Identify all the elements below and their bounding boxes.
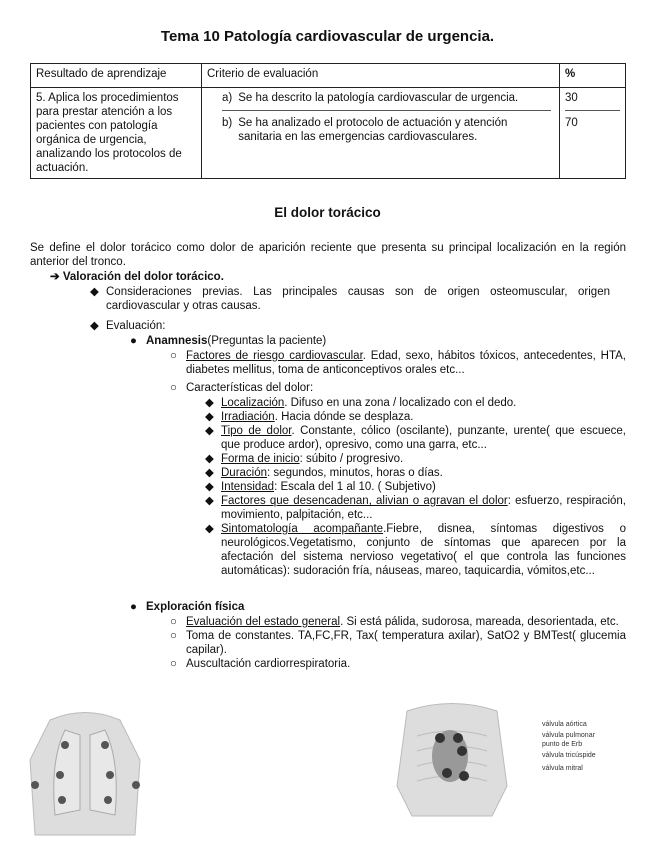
heart-auscultation-illustration <box>392 696 512 821</box>
consideraciones-item: ◆ Consideraciones previas. Las principales causas son de origen osteomuscular, origen cardiovascular y otras causas. <box>90 286 610 312</box>
item-label: Irradiación <box>221 411 275 423</box>
anamnesis-title: Anamnesis <box>146 335 208 347</box>
header-percent: % <box>560 64 626 88</box>
figure-label: válvula tricúspide <box>542 752 596 759</box>
exploracion-title: Exploración física <box>146 601 245 613</box>
valoracion-text: Valoración del dolor torácico. <box>62 271 224 283</box>
anamnesis-note: (Preguntas la paciente) <box>207 335 327 347</box>
bullet-icon: ◆ <box>205 495 214 507</box>
bullet-icon: ◆ <box>205 467 214 479</box>
item-label: Forma de inicio <box>221 453 300 465</box>
item-text: . Hacia dónde se desplaza. <box>274 411 414 423</box>
list-item <box>170 629 626 657</box>
criteria-cell <box>202 88 560 179</box>
exploracion-item: ● Exploración física <box>130 601 245 613</box>
percent-cell <box>560 88 626 179</box>
item-label: Duración <box>221 467 268 479</box>
list-item <box>170 657 626 671</box>
list-item <box>170 615 626 629</box>
intro-paragraph: Se define el dolor torácico como dolor de aparición reciente que presenta su principal localización en la región anterior del tronco. <box>30 242 626 268</box>
criterion-text: Se ha descrito la patología cardiovascular de urgencia. <box>238 92 519 104</box>
figure-label: válvula aórtica <box>542 721 587 728</box>
item-text: : esfuerzo, respiración, movimiento, palpitación, etc... <box>221 495 626 521</box>
item-text: . Difuso en una zona / localizado con el dedo. <box>284 397 517 409</box>
caract-item: ○ Características del dolor: <box>170 382 314 394</box>
bullet-icon: ◆ <box>205 411 214 423</box>
item-label: Sintomatología acompañante <box>221 523 384 535</box>
characteristics-list <box>205 396 626 578</box>
exploracion-list <box>170 615 626 671</box>
evaluacion-text: Evaluación: <box>106 320 166 332</box>
item-label: Localización <box>221 397 285 409</box>
lungs-illustration <box>20 700 150 840</box>
item-text: . Constante, cólico (oscilante), punzante, urente( que escuece, que produce ardor), opresivo, como una garra, etc... <box>221 425 626 451</box>
bullet-icon: ◆ <box>205 425 214 437</box>
criterion-label: b) <box>222 117 233 129</box>
item-label: Factores que desencadenan, alivian o agravan el dolor <box>221 495 508 507</box>
evaluation-table <box>30 63 626 179</box>
bullet-icon: ◆ <box>205 397 214 409</box>
anamnesis-item: ● Anamnesis(Preguntas la paciente) <box>130 335 327 347</box>
figure-label: punto de Erb <box>542 741 583 748</box>
evaluacion-item: ◆ Evaluación: <box>90 320 166 332</box>
bullet-icon: ◆ <box>205 453 214 465</box>
bullet-icon: ○ <box>170 658 177 670</box>
bullet-icon: ◆ <box>205 481 214 493</box>
item-text: Toma de constantes. TA,FC,FR, Tax( temperatura axilar), SatO2 y BMTest( glucemia capilar). <box>186 630 626 656</box>
caract-text: Características del dolor: <box>186 382 314 394</box>
item-text: Auscultación cardiorrespiratoria. <box>186 658 351 670</box>
figure-label: válvula pulmonar <box>542 732 595 739</box>
item-text: : Escala del 1 al 10. ( Subjetivo) <box>274 481 436 493</box>
section-title: El dolor torácico <box>274 205 381 220</box>
item-text: : súbito / progresivo. <box>299 453 404 465</box>
riesgo-text: . Edad, sexo, hábitos tóxicos, antecedentes, HTA, diabetes mellitus, toma de anticonceptivos orales etc... <box>186 350 626 376</box>
list-item <box>205 424 626 452</box>
figure-label: válvula mitral <box>542 765 583 772</box>
list-item <box>205 452 626 466</box>
page-title: Tema 10 Patología cardiovascular de urgencia. <box>160 28 495 45</box>
bullet-icon: ○ <box>170 630 177 642</box>
result-cell: 5. Aplica los procedimientos para prestar atención a los pacientes con patología orgánica de urgencia, analizando los protocolos de actuación. <box>31 88 202 179</box>
percent-a: 30 <box>565 91 620 111</box>
bullet-icon: ○ <box>170 616 177 628</box>
criterion-text: Se ha analizado el protocolo de actuación y atención sanitaria en las emergencias cardiovasculares. <box>238 117 508 143</box>
item-label: Tipo de dolor <box>221 425 292 437</box>
item-text: : segundos, minutos, horas o días. <box>267 467 443 479</box>
list-item <box>205 410 626 424</box>
item-text: .Fiebre, disnea, síntomas digestivos o neurológicos.Vegetatismo, conjunto de síntomas que aparecen por la afectación del sistema nervioso vegetativo( el que controla las funciones automáticas): sudoración fría, náuseas, mareo, taquicardia, vómitos,etc... <box>221 523 626 577</box>
header-resultado: Resultado de aprendizaje <box>31 64 202 88</box>
riesgo-label: Factores de riesgo cardiovascular <box>186 350 363 362</box>
figure-labels <box>542 718 596 775</box>
list-item <box>205 522 626 578</box>
header-criterio: Criterio de evaluación <box>202 64 560 88</box>
valoracion-heading: ➔ Valoración del dolor torácico. <box>50 271 224 283</box>
item-text: . Si está pálida, sudorosa, mareada, desorientada, etc. <box>340 616 619 628</box>
list-item <box>205 480 626 494</box>
criterion-label: a) <box>222 92 233 104</box>
list-item <box>205 494 626 522</box>
list-item <box>205 466 626 480</box>
bullet-icon: ◆ <box>205 523 214 535</box>
item-label: Intensidad <box>221 481 275 493</box>
percent-b: 70 <box>565 117 578 129</box>
list-item <box>205 396 626 410</box>
consideraciones-text: Consideraciones previas. Las principales causas son de origen osteomuscular, origen cardiovascular y otras causas. <box>106 286 610 312</box>
riesgo-item: ○ Factores de riesgo cardiovascular. Edad, sexo, hábitos tóxicos, antecedentes, HTA, diabetes mellitus, toma de anticonceptivos orales etc... <box>170 350 626 376</box>
item-label: Evaluación del estado general <box>186 616 341 628</box>
